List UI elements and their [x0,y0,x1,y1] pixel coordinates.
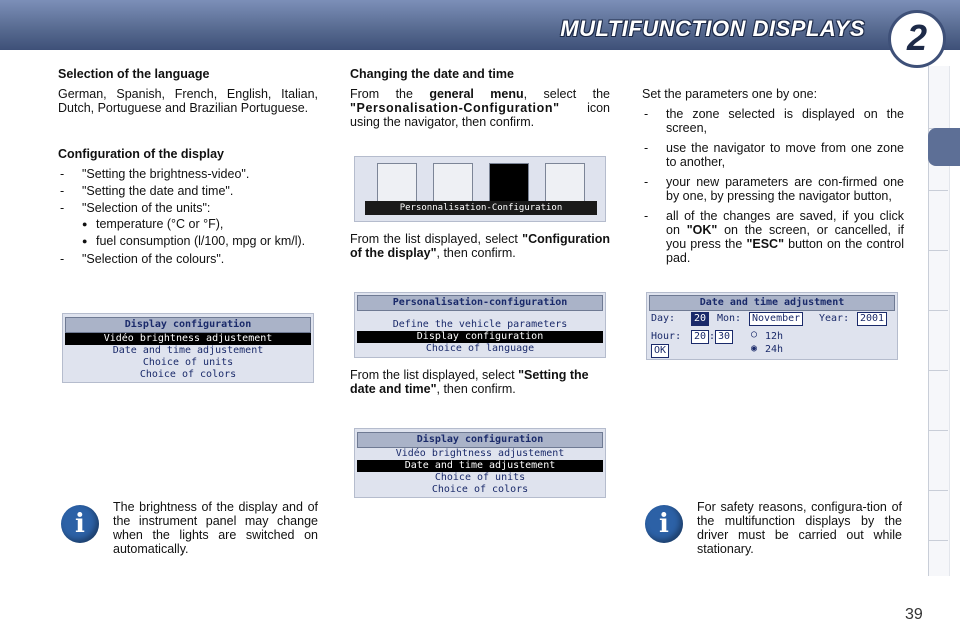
list-item: ● fuel consumption (l/100, mpg or km/l). [58,234,318,248]
column-1 [58,67,318,269]
minute-field: 30 [715,330,733,344]
personalisation-config-screenshot [354,292,606,358]
list-item: - "Setting the brightness-video". [58,167,318,181]
screen-item: Choice of units [434,472,526,483]
screen-item: Date and time adjustement [112,345,264,356]
page-number: 39 [905,606,923,623]
day-field: 20 [691,312,709,326]
icon-caption: Personnalisation-Configuration [365,201,597,215]
text-run: From the list displayed, select [350,368,519,382]
info-icon: i [645,505,683,543]
settings-sliders-icon [489,163,529,203]
column-3 [642,87,904,268]
screen-title: Date and time adjustment [649,295,895,311]
config-heading: Configuration of the display [58,147,224,161]
date-time-screenshot [646,292,898,360]
chapter-header [0,0,960,50]
screen-item: Display configuration [357,331,603,343]
text-run: "ESC" [746,237,784,251]
paragraph [350,232,610,260]
month-field: November [749,312,803,326]
language-heading: Selection of the language [58,67,210,81]
list-item: - use the navigator to move from one zone to another, [642,141,904,169]
screen-item: Choice of colors [431,484,529,495]
option-12h: 12h [765,331,784,342]
list-item-text: "Selection of the units": [82,201,211,215]
steps-list [642,107,904,265]
screen-item: Date and time adjustement [357,460,603,472]
chapter-title: MULTIFUNCTION DISPLAYS [560,16,865,41]
text-run: button on the control pad. [666,237,904,265]
hour-label: Hour: [651,331,682,342]
list-item [58,201,318,248]
date-time-heading: Changing the date and time [350,67,514,81]
screen-menu [65,317,311,381]
screen-item: Choice of units [142,357,234,368]
screen-menu [357,432,603,496]
hour-field: 20 [691,330,709,344]
list-item: - the zone selected is displayed on the screen, [642,107,904,135]
text-run: all of the changes are saved, if you click on [666,209,904,237]
paragraph [350,368,612,396]
info-note-lights: The brightness of the display and of the instrument panel may change when the lights are switched on automatically. [113,500,318,556]
list-item [642,209,904,265]
text-run: "Setting the date and time" [350,368,589,396]
tab-divider [928,490,948,491]
fuel-pump-icon [433,163,473,203]
radio-empty-icon: ○ [751,329,758,340]
radio-selected-icon: ◉ [751,343,758,354]
text-run: on the screen, or cancelled, if you press the [666,223,904,251]
list-item: ● temperature (°C or °F), [58,217,318,231]
info-note-safety: For safety reasons, configura-tion of the multifunction displays by the driver must be carried out while stationary. [697,500,902,556]
screen-title: Personalisation-configuration [357,295,603,311]
text-run: "Configuration of the display" [350,232,610,260]
screen-title: Display configuration [65,317,311,333]
config-list [58,167,318,266]
list-item: - your new parameters are con-firmed one by one, by pressing the navigator button, [642,175,904,203]
text-run: "OK" [686,223,718,237]
intro-text: Set the parameters one by one: [642,87,818,101]
units-list [58,217,318,248]
day-label: Day: [651,313,676,324]
chapter-number-badge: 2 [888,10,946,68]
tab-divider [928,370,948,371]
text-run: icon using the navigator, then confirm. [350,101,610,129]
personalisation-icons-screenshot [354,156,606,222]
info-icon: i [61,505,99,543]
language-text: German, Spanish, French, English, Italian, Dutch, Portuguese and Brazilian Portuguese. [58,87,318,115]
active-chapter-tab[interactable] [928,128,960,166]
screen-item: Choice of language [425,343,535,354]
text-run: From the [350,87,430,101]
screen-item: Vidéo brightness adjustement [395,448,565,459]
phone-icon [545,163,585,203]
text-run: , then confirm. [436,246,516,260]
screen-item: Define the vehicle parameters [392,319,568,330]
paragraph [350,87,610,129]
tab-divider [928,310,948,311]
ok-field: OK [651,344,669,358]
tab-divider [928,430,948,431]
tab-divider [928,540,948,541]
screen-title: Display configuration [357,432,603,448]
text-run: From the list displayed, select [350,232,523,246]
screen-menu [649,295,895,311]
screen-menu [357,295,603,355]
screen-item: Choice of colors [139,369,237,380]
year-field: 2001 [857,312,887,326]
column-2 [350,67,610,135]
list-item: - "Setting the date and time". [58,184,318,198]
text-run: general menu [429,87,524,101]
display-config-screenshot [62,313,314,383]
text-run: "Personalisation-Configuration" [350,101,560,115]
text-run: , then confirm. [436,382,516,396]
text-run: , select the [523,87,610,101]
tab-divider [928,250,948,251]
list-item: - "Selection of the colours". [58,252,318,266]
audio-icon [377,163,417,203]
tab-divider [928,190,948,191]
screen-item: Vidéo brightness adjustement [65,333,311,345]
year-label: Year: [819,313,850,324]
option-24h: 24h [765,344,784,355]
display-config-screenshot-2 [354,428,606,498]
month-label: Mon: [717,313,742,324]
time-separator: : [709,331,716,342]
